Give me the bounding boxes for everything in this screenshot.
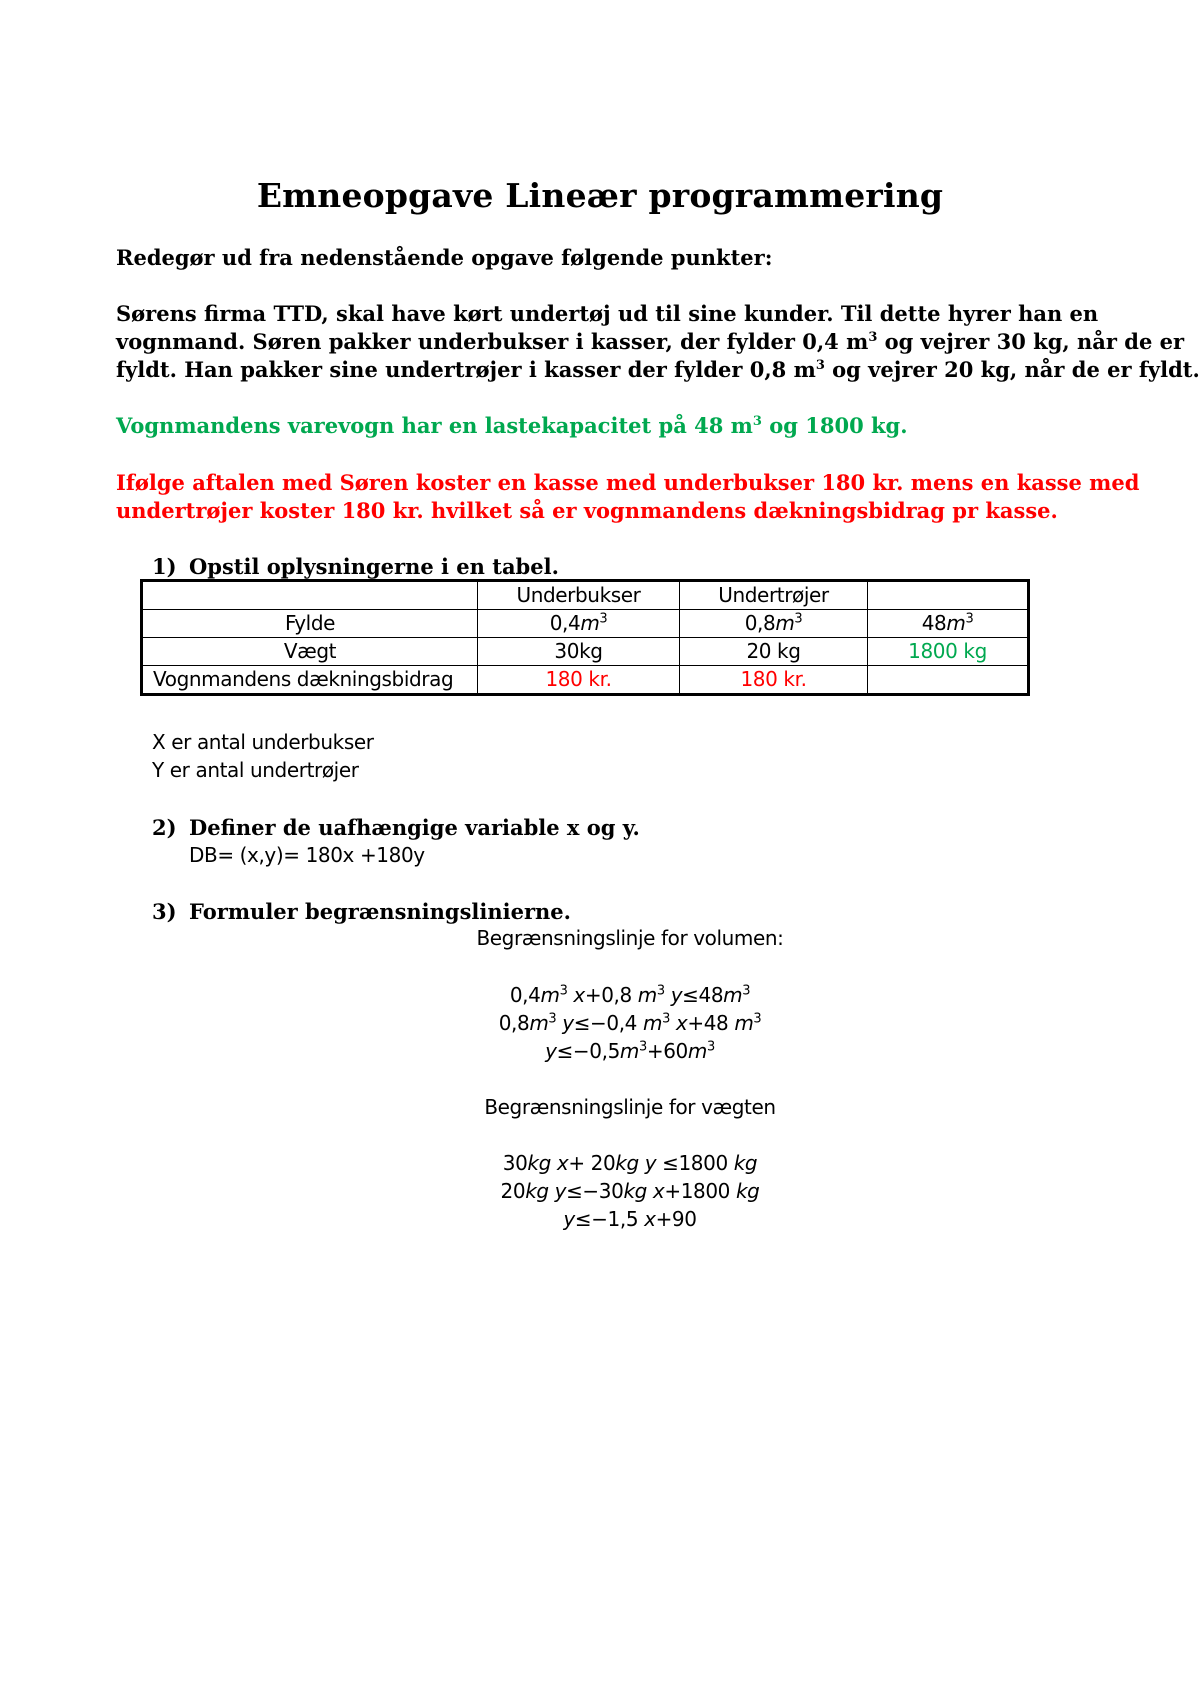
table-row <box>142 581 1029 610</box>
table-cell: 180 kr. <box>680 666 868 695</box>
table-cell: Undertrøjer <box>680 581 868 610</box>
page-title: Emneopgave Lineær programmering <box>256 176 944 215</box>
weight-inequality-1: 30kg x+ 20kg y ≤1800 kg <box>502 1151 758 1175</box>
table-cell: $0,8m^3$ <box>680 610 868 638</box>
paragraph-line: vognmand. Søren pakker underbukser i kasser, der fylder 0,4 $m^3$ og vejrer 30 kg, når de er <box>116 329 1185 354</box>
weight-inequality-3: y≤−1,5 x+90 <box>563 1207 697 1231</box>
table-row <box>142 666 1029 695</box>
volume-heading: Begrænsningslinje for volumen: <box>476 926 784 950</box>
table-cell: Underbukser <box>478 581 680 610</box>
paragraph-line: Sørens firma TTD, skal have kørt undertøj ud til sine kunder. Til dette hyrer han en <box>116 301 1099 326</box>
weight-heading: Begrænsningslinje for vægten <box>484 1095 776 1119</box>
table-cell: Vægt <box>142 638 478 666</box>
table-cell: Fylde <box>142 610 478 638</box>
table-cell <box>868 581 1029 610</box>
table-cell <box>868 666 1029 695</box>
table-row <box>142 638 1029 666</box>
info-table <box>140 579 1030 696</box>
agreement-line: undertrøjer koster 180 kr. hvilket så er vognmandens dækningsbidrag pr kasse. <box>116 498 1058 523</box>
table-cell: $0,4m^3$ <box>478 610 680 638</box>
table-cell <box>142 581 478 610</box>
table-row <box>142 610 1029 638</box>
table-cell: 180 kr. <box>478 666 680 695</box>
question-3: 3) Formuler begrænsningslinierne. <box>152 899 571 924</box>
question-2: 2) Definer de uafhængige variable x og y. <box>152 815 640 840</box>
table-cell: $48m^3$ <box>868 610 1029 638</box>
intro-text: Redegør ud fra nedenstående opgave følgende punkter: <box>116 245 773 270</box>
capacity-line: Vognmandens varevogn har en lastekapacitet på 48 $m^3$ og 1800 kg. <box>116 413 908 438</box>
table-cell: 30kg <box>478 638 680 666</box>
volume-inequality-2: $0,8m^3$ y≤−0,4 $m^3$ x+48 $m^3$ <box>498 1011 762 1035</box>
table-cell: Vognmandens dækningsbidrag <box>142 666 478 695</box>
agreement-line: Ifølge aftalen med Søren koster en kasse med underbukser 180 kr. mens en kasse med <box>116 470 1140 495</box>
variable-x: X er antal underbukser <box>152 730 374 754</box>
weight-inequality-2: 20kg y≤−30kg x+1800 kg <box>500 1179 760 1203</box>
objective-formula: DB= (x,y)= 180x +180y <box>189 843 425 867</box>
table-cell: 1800 kg <box>868 638 1029 666</box>
table-cell: 20 kg <box>680 638 868 666</box>
paragraph-line: fyldt. Han pakker sine undertrøjer i kasser der fylder 0,8 $m^3$ og vejrer 20 kg, når de er fyldt. <box>116 357 1200 382</box>
volume-inequality-3: $y\le-0,5m^3+60m^3$ <box>545 1039 715 1063</box>
volume-inequality-1: $0,4m^3$ x+0,8 $m^3$ $y\le 48m^3$ <box>509 983 751 1007</box>
question-1: 1) Opstil oplysningerne i en tabel. <box>152 554 559 579</box>
variable-y: Y er antal undertrøjer <box>152 758 359 782</box>
